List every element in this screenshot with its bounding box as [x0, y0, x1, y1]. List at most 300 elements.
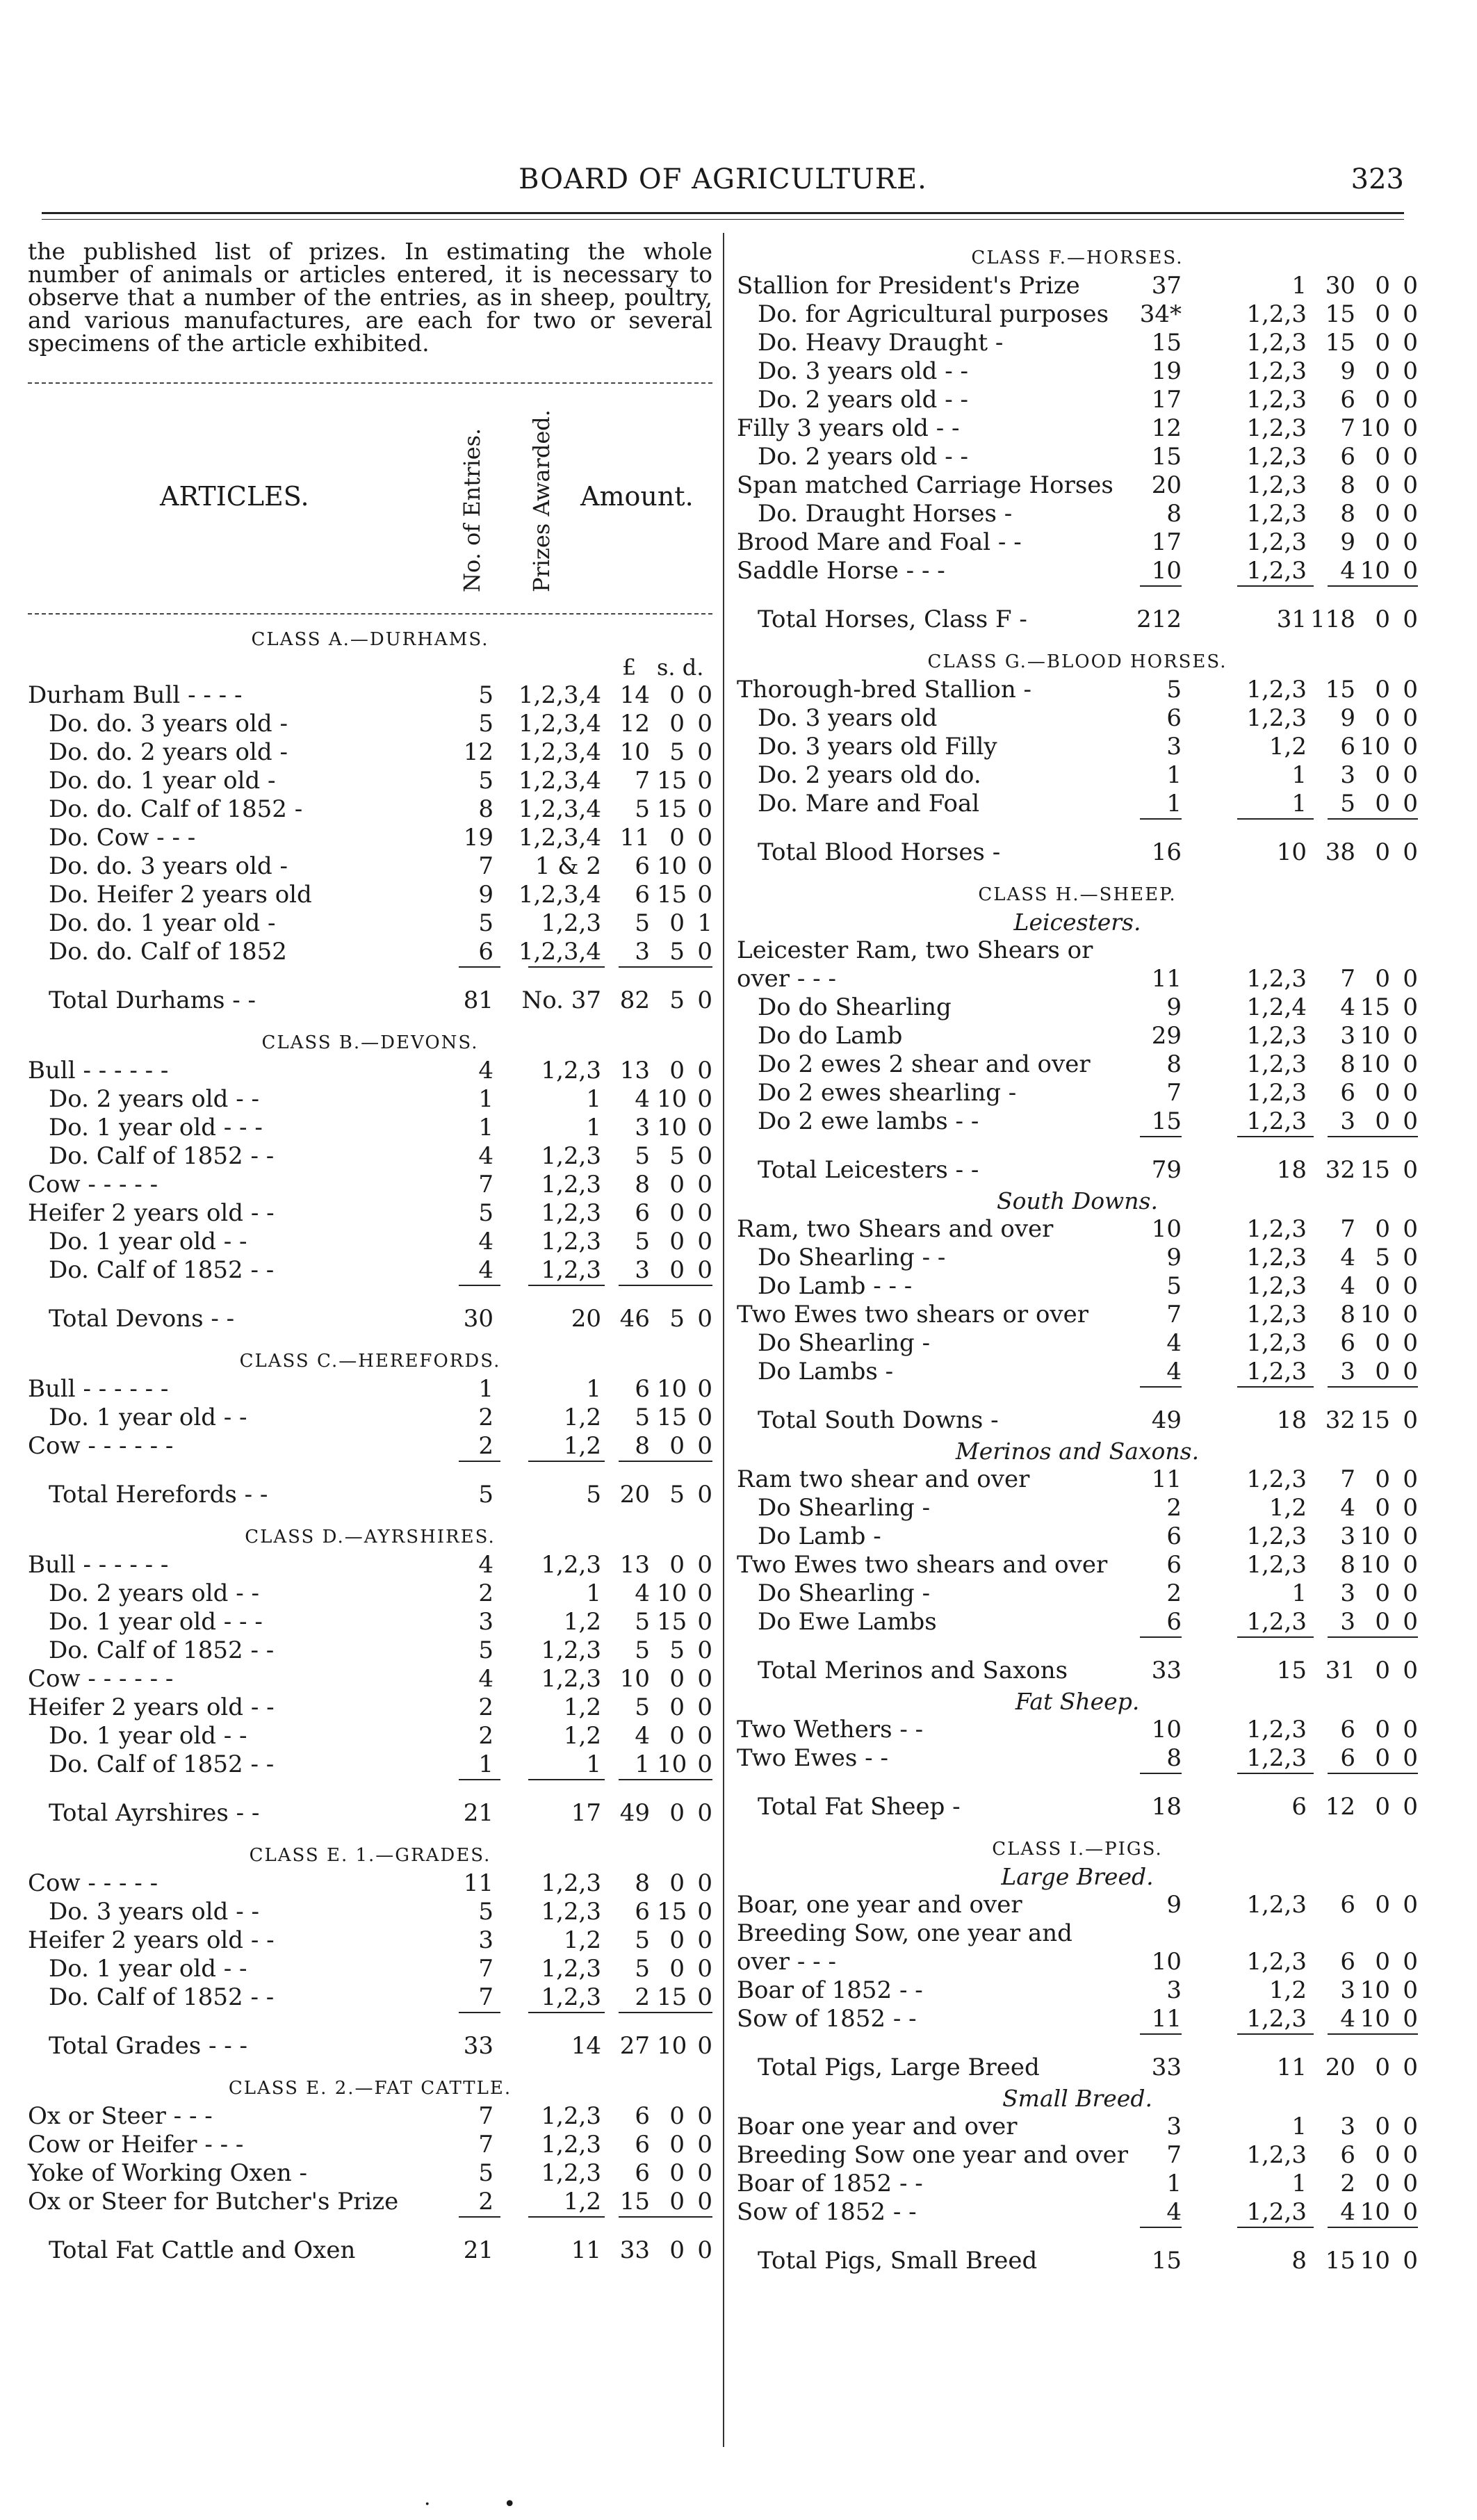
prizes-awarded: 1,2,3 [1246, 528, 1307, 556]
article-name: Total Fat Cattle and Oxen [49, 2236, 356, 2264]
amount-pence: 0 [1403, 1494, 1418, 1522]
table-row [28, 1171, 712, 1199]
amount-pence: 0 [1403, 965, 1418, 993]
amount-pence: 0 [697, 1869, 712, 1897]
amount-shillings: 0 [1375, 1215, 1390, 1243]
table-row [28, 1256, 712, 1285]
amount-pence: 0 [1403, 1156, 1418, 1184]
entries-count: 5 [478, 767, 493, 795]
total-rule [28, 966, 712, 969]
article-name: Cow or Heifer - - - [28, 2131, 244, 2159]
amount-pounds: 3 [1340, 1608, 1355, 1636]
entries-count: 6 [478, 938, 493, 966]
prizes-awarded: 1,2,3 [541, 1199, 601, 1227]
amount-pounds: 1 [635, 1750, 650, 1778]
table-row [28, 1579, 712, 1608]
amount-pounds: 15 [1325, 676, 1355, 704]
entries-count: 7 [478, 852, 493, 880]
subclass-heading: Fat Sheep. [1015, 1688, 1140, 1715]
amount-shillings: 15 [657, 1983, 687, 2011]
amount-pounds: 7 [1340, 414, 1355, 442]
entries-count: 10 [1151, 557, 1182, 585]
class-heading: CLASS A.—DURHAMS. [251, 629, 489, 650]
amount-pounds: 3 [635, 938, 650, 966]
article-name: Do Shearling - [758, 1579, 931, 1607]
amount-pence: 0 [1403, 1744, 1418, 1772]
prizes-awarded: 1,2,3 [1246, 1022, 1307, 1050]
prizes-awarded: 15 [1276, 1657, 1307, 1684]
amount-shillings: 0 [1375, 1891, 1390, 1919]
table-row [28, 1869, 712, 1898]
prizes-awarded: 1,2,3 [1246, 557, 1307, 585]
amount-shillings: 0 [1375, 1793, 1390, 1821]
prizes-awarded: 10 [1276, 838, 1307, 866]
prizes-awarded: 1,2,3 [541, 2159, 601, 2187]
amount-pence: 0 [697, 881, 712, 909]
article-name: Two Ewes - - [737, 1744, 888, 1772]
prizes-awarded: 18 [1276, 1156, 1307, 1184]
amount-shillings: 10 [1360, 414, 1390, 442]
rule-segment [459, 1779, 500, 1780]
article-name: Total Pigs, Large Breed [758, 2054, 1040, 2081]
amount-pence: 0 [1403, 272, 1418, 300]
amount-shillings: 0 [1375, 1579, 1390, 1607]
amount-pence: 0 [1403, 1301, 1418, 1328]
amount-shillings: 0 [669, 824, 685, 852]
amount-pounds: 15 [1325, 329, 1355, 357]
amount-pounds: 4 [1340, 557, 1355, 585]
rule-segment [1328, 818, 1418, 820]
amount-pence: 0 [697, 1432, 712, 1460]
amount-shillings: 0 [1375, 357, 1390, 385]
rule-segment [1140, 818, 1182, 820]
header-rule [42, 212, 1404, 214]
amount-pounds: 6 [1340, 1744, 1355, 1772]
article-name: Breeding Sow, one year and [737, 1919, 1072, 1947]
amount-shillings: 0 [1375, 1948, 1390, 1976]
amount-pounds: 4 [1340, 993, 1355, 1021]
amount-pence: 0 [1403, 1079, 1418, 1107]
amount-shillings: 5 [669, 738, 685, 766]
entries-count: 7 [478, 1983, 493, 2011]
amount-shillings: 0 [1375, 1107, 1390, 1135]
total-row [737, 2050, 1418, 2085]
prizes-awarded: 1,2 [1268, 733, 1307, 761]
rule-segment [1237, 818, 1314, 820]
entries-count: 19 [463, 824, 493, 852]
subclass-heading: Leicesters. [1013, 909, 1141, 936]
table-row [28, 1608, 712, 1636]
amount-pence: 0 [1403, 1793, 1418, 1821]
amount-pounds: 5 [635, 1142, 650, 1170]
amount-pounds: 6 [1340, 733, 1355, 761]
table-row [737, 1107, 1418, 1136]
rule-segment [528, 2012, 605, 2013]
amount-pounds: 6 [1340, 2141, 1355, 2169]
prizes-awarded: 1,2,3 [541, 1057, 601, 1084]
prizes-awarded: 1,2,3 [1246, 1329, 1307, 1357]
amount-pounds: 6 [635, 1375, 650, 1403]
entries-count: 49 [1151, 1406, 1182, 1434]
class-heading: CLASS E. 2.—FAT CATTLE. [228, 2078, 512, 2099]
amount-pence: 0 [1403, 2170, 1418, 2197]
page-number: 323 [1350, 163, 1404, 195]
prizes-awarded: 1,2,3 [1246, 500, 1307, 528]
amount-shillings: 15 [1360, 1156, 1390, 1184]
table-row [737, 2198, 1418, 2227]
amount-pounds: 4 [1340, 1244, 1355, 1271]
table-row [28, 767, 712, 795]
rule-segment [619, 1285, 712, 1286]
table-row [737, 386, 1418, 414]
rule-segment [1140, 2033, 1182, 2035]
prizes-awarded: 1,2,3 [1246, 1465, 1307, 1493]
amount-shillings: 10 [1360, 1022, 1390, 1050]
amount-pounds: 8 [635, 1171, 650, 1198]
entries-count: 2 [478, 1404, 493, 1431]
article-name: Boar of 1852 - - [737, 2170, 923, 2197]
amount-pence: 0 [1403, 500, 1418, 528]
article-name: Do. Draught Horses - [758, 500, 1013, 528]
article-name: Total Fat Sheep - [758, 1793, 961, 1821]
total-row [737, 602, 1418, 637]
article-name: Total Blood Horses - [758, 838, 1001, 866]
entries-count: 5 [478, 681, 493, 709]
amount-pence: 0 [697, 1085, 712, 1113]
table-row [737, 1551, 1418, 1579]
entries-count: 2 [478, 1693, 493, 1721]
amount-pounds: 8 [1340, 1050, 1355, 1078]
prizes-awarded: 17 [571, 1799, 601, 1827]
amount-shillings: 0 [669, 1171, 685, 1198]
article-name: Do. Calf of 1852 - - [49, 1256, 275, 1284]
table-row [28, 1983, 712, 2012]
amount-shillings: 0 [669, 2236, 685, 2264]
table-row [737, 1465, 1418, 1494]
article-name: Two Ewes two shears or over [737, 1301, 1089, 1328]
prizes-awarded: 1 [586, 1114, 601, 1141]
prizes-awarded: 1,2 [1268, 1976, 1307, 2004]
rule-segment [528, 2216, 605, 2218]
rule-segment [1328, 2033, 1418, 2035]
left-column [28, 233, 712, 2268]
total-rule [28, 2216, 712, 2219]
amount-pounds: 6 [1340, 1948, 1355, 1976]
prizes-awarded: 1,2 [563, 1608, 601, 1636]
amount-pence: 0 [697, 1199, 712, 1227]
amount-shillings: 10 [1360, 2198, 1390, 2226]
amount-pence: 0 [697, 1898, 712, 1926]
amount-pounds: 6 [635, 2159, 650, 2187]
table-row [737, 1744, 1418, 1773]
amount-shillings: 0 [669, 2188, 685, 2216]
entries-count: 8 [1166, 1744, 1182, 1772]
table-header [28, 382, 712, 615]
amount-pounds: 49 [619, 1799, 650, 1827]
table-row [737, 936, 1418, 965]
table-row [737, 1050, 1418, 1079]
class-heading: CLASS D.—AYRSHIRES. [245, 1527, 496, 1547]
amount-shillings: 0 [1375, 500, 1390, 528]
amount-pence: 0 [1403, 1608, 1418, 1636]
class-heading: CLASS E. 1.—GRADES. [249, 1845, 491, 1866]
amount-pounds: 10 [619, 1665, 650, 1693]
table-row [737, 761, 1418, 790]
amount-pence: 0 [697, 1636, 712, 1664]
total-row [28, 2233, 712, 2268]
article-name: Span matched Carriage Horses [737, 471, 1113, 499]
amount-shillings: 15 [657, 881, 687, 909]
entries-count: 2 [1166, 1579, 1182, 1607]
amount-pounds: 82 [619, 986, 650, 1014]
amount-pence: 0 [697, 1693, 712, 1721]
prizes-awarded: 1,2,3 [1246, 300, 1307, 328]
rule-segment [1140, 1636, 1182, 1638]
amount-pence: 0 [697, 1375, 712, 1403]
article-name: Leicester Ram, two Shears or [737, 936, 1093, 964]
entries-count: 3 [1166, 2113, 1182, 2140]
amount-pounds: 6 [1340, 1716, 1355, 1743]
amount-pounds: 6 [1340, 1079, 1355, 1107]
amount-shillings: 0 [669, 1926, 685, 1954]
article-name: Do. 2 years old - - [758, 443, 968, 471]
article-name: Do. 3 years old Filly [758, 733, 997, 761]
amount-shillings: 10 [657, 852, 687, 880]
amount-shillings: 5 [1375, 1244, 1390, 1271]
amount-pounds: 6 [635, 2131, 650, 2159]
prizes-awarded: 1,2 [563, 1693, 601, 1721]
amount-pounds: 5 [635, 1608, 650, 1636]
entries-count: 7 [478, 1955, 493, 1983]
prizes-awarded: 1,2,3 [1246, 704, 1307, 732]
prizes-awarded: 1,2,3 [1246, 965, 1307, 993]
amount-shillings: 10 [1360, 2005, 1390, 2033]
prizes-awarded: 1,2,3 [1246, 1358, 1307, 1385]
prizes-awarded: 1,2,3 [1246, 1272, 1307, 1300]
amount-pence: 0 [1403, 557, 1418, 585]
amount-pounds: 8 [1340, 471, 1355, 499]
amount-pence: 0 [1403, 704, 1418, 732]
entries-count: 4 [478, 1551, 493, 1579]
rule-segment [459, 1285, 500, 1286]
entries-count: 11 [1151, 1465, 1182, 1493]
total-rule [737, 1386, 1418, 1389]
amount-pounds: 8 [1340, 500, 1355, 528]
entries-count: 11 [1151, 2005, 1182, 2033]
prizes-awarded: 1 [1291, 2113, 1307, 2140]
amount-pence: 0 [1403, 2113, 1418, 2140]
rule-segment [1237, 1136, 1314, 1137]
article-name: Do. Cow - - - [49, 824, 196, 852]
amount-shillings: 0 [1375, 329, 1390, 357]
amount-pence: 0 [1403, 676, 1418, 704]
amount-shillings: 0 [669, 1199, 685, 1227]
entries-count: 2 [478, 1722, 493, 1750]
prizes-awarded: 1,2,3 [541, 1898, 601, 1926]
entries-count: 29 [1151, 1022, 1182, 1050]
intro-paragraph: the published list of prizes. In estimating the whole number of animals or articles entered, it is necessary to observe that a number of the entries, as in sheep, poultry, and various manufactures, are each for two or several specimens of the article exhibited. [28, 238, 712, 357]
amount-pounds: 6 [1340, 1891, 1355, 1919]
amount-pence: 0 [697, 1057, 712, 1084]
amount-pounds: 15 [1325, 2247, 1355, 2275]
entries-count: 7 [1166, 1079, 1182, 1107]
entries-count: 6 [1166, 1608, 1182, 1636]
rule-segment [619, 1779, 712, 1780]
amount-pounds: 2 [1340, 2170, 1355, 2197]
amount-shillings: 0 [1375, 761, 1390, 789]
article-name: Do. Heifer 2 years old [49, 881, 312, 909]
amount-pounds: 31 [1325, 1657, 1355, 1684]
article-name: Yoke of Working Oxen - [28, 2159, 308, 2187]
entries-count: 2 [478, 1432, 493, 1460]
entries-count: 17 [1151, 386, 1182, 414]
prizes-awarded: 1,2,3,4 [519, 738, 601, 766]
amount-shillings: 10 [1360, 1976, 1390, 2004]
article-name: Do. Heavy Draught - [758, 329, 1004, 357]
total-row [28, 1477, 712, 1512]
article-name: Do 2 ewes shearling - [758, 1079, 1017, 1107]
amount-pounds: 3 [1340, 1107, 1355, 1135]
amount-pounds: 6 [1340, 386, 1355, 414]
prizes-awarded: 1 [586, 1375, 601, 1403]
article-name: Do. do. 1 year old - [49, 767, 276, 795]
amount-pounds: 5 [635, 1955, 650, 1983]
table-row [737, 1244, 1418, 1272]
amount-pounds: 9 [1340, 704, 1355, 732]
amount-shillings: 0 [1375, 386, 1390, 414]
amount-pence: 0 [1403, 528, 1418, 556]
prizes-awarded: 1,2,3 [541, 1955, 601, 1983]
table-row [737, 357, 1418, 386]
prizes-awarded: 1 [1291, 2170, 1307, 2197]
entries-count: 7 [1166, 1301, 1182, 1328]
prizes-awarded: 1,2,3 [1246, 1891, 1307, 1919]
amount-shillings: 5 [669, 1305, 685, 1333]
prizes-awarded: 1,2,3 [541, 1551, 601, 1579]
amount-pounds: 3 [635, 1114, 650, 1141]
amount-pence: 0 [1403, 1551, 1418, 1579]
article-name: Ox or Steer for Butcher's Prize [28, 2188, 399, 2216]
article-name: Boar of 1852 - - [737, 1976, 923, 2004]
amount-shillings: 0 [1375, 2170, 1390, 2197]
table-row [28, 681, 712, 710]
amount-shillings: 0 [1375, 1358, 1390, 1385]
prizes-awarded: 1,2 [563, 2188, 601, 2216]
total-row [737, 1789, 1418, 1824]
amount-shillings: 5 [669, 1481, 685, 1509]
rule-segment [1328, 1773, 1418, 1774]
prizes-awarded: 14 [571, 2032, 601, 2060]
entries-count: 7 [478, 2131, 493, 2159]
article-name: Do. for Agricultural purposes [758, 300, 1109, 328]
table-row [737, 2170, 1418, 2198]
total-row [737, 835, 1418, 870]
amount-shillings: 0 [1375, 965, 1390, 993]
amount-pounds: 5 [635, 1636, 650, 1664]
amount-shillings: 10 [1360, 1050, 1390, 1078]
subclass-heading: Merinos and Saxons. [955, 1438, 1200, 1465]
amount-shillings: 15 [1360, 1406, 1390, 1434]
rule-segment [1328, 1386, 1418, 1388]
amount-pence: 0 [697, 852, 712, 880]
entries-count: 8 [478, 795, 493, 823]
amount-pence: 0 [1403, 1050, 1418, 1078]
article-name: Do 2 ewe lambs - - [758, 1107, 979, 1135]
article-name: Do. do. 3 years old - [49, 852, 288, 880]
table-row [737, 704, 1418, 733]
amount-pence: 0 [1403, 414, 1418, 442]
amount-pounds: 15 [619, 2188, 650, 2216]
prizes-awarded: 1,2 [563, 1926, 601, 1954]
entries-heading: No. of Entries. [459, 428, 485, 592]
article-name: Total Grades - - - [49, 2032, 248, 2060]
amount-pence: 0 [1403, 1329, 1418, 1357]
amount-pounds: 3 [1340, 1976, 1355, 2004]
amount-shillings: 0 [669, 2159, 685, 2187]
amount-pence: 0 [697, 1955, 712, 1983]
amount-shillings: 0 [1375, 1079, 1390, 1107]
table-row [28, 1636, 712, 1665]
prizes-awarded: 1 [586, 1579, 601, 1607]
entries-count: 33 [1151, 1657, 1182, 1684]
table-row [737, 1272, 1418, 1301]
prizes-awarded: 1,2,3,4 [519, 767, 601, 795]
amount-shillings: 10 [1360, 733, 1390, 761]
amount-pence: 0 [697, 1579, 712, 1607]
table-row [737, 528, 1418, 557]
amount-pence: 0 [1403, 443, 1418, 471]
amount-shillings: 0 [1375, 300, 1390, 328]
class-heading: CLASS C.—HEREFORDS. [239, 1351, 501, 1372]
article-name: Sow of 1852 - - [737, 2198, 917, 2226]
total-rule [737, 2033, 1418, 2036]
article-name: Heifer 2 years old - - [28, 1693, 275, 1721]
amount-pounds: 20 [1325, 2054, 1355, 2081]
entries-count: 1 [1166, 790, 1182, 818]
amount-shillings: 0 [669, 1551, 685, 1579]
prizes-awarded: 1,2,3 [1246, 1948, 1307, 1976]
entries-count: 12 [1151, 414, 1182, 442]
amount-shillings: 0 [669, 1869, 685, 1897]
amount-pounds: 5 [635, 1926, 650, 1954]
amount-shillings: 0 [669, 1432, 685, 1460]
subclass-heading: Large Breed. [1001, 1863, 1154, 1890]
entries-count: 1 [478, 1375, 493, 1403]
amount-pounds: 12 [1325, 1793, 1355, 1821]
amount-shillings: 10 [657, 1085, 687, 1113]
amount-pounds: 12 [619, 710, 650, 738]
entries-count: 2 [478, 2188, 493, 2216]
amount-shillings: 0 [1375, 2141, 1390, 2169]
amount-pence: 0 [697, 1665, 712, 1693]
amount-pounds: 5 [635, 1693, 650, 1721]
amount-pounds: 15 [1325, 300, 1355, 328]
article-name: Filly 3 years old - - [737, 414, 960, 442]
amount-shillings: 0 [669, 909, 685, 937]
article-name: Total South Downs - [758, 1406, 999, 1434]
article-name: Total Pigs, Small Breed [758, 2247, 1038, 2275]
table-row [737, 1919, 1418, 1948]
article-name: Do Shearling - [758, 1494, 931, 1522]
amount-pence: 0 [1403, 1465, 1418, 1493]
amount-pence: 0 [697, 1799, 712, 1827]
rule-segment [1328, 585, 1418, 587]
table-row [737, 676, 1418, 704]
entries-count: 5 [478, 1898, 493, 1926]
table-row [28, 909, 712, 938]
amount-shillings: 0 [1375, 2113, 1390, 2140]
prizes-awarded: 1,2 [563, 1432, 601, 1460]
